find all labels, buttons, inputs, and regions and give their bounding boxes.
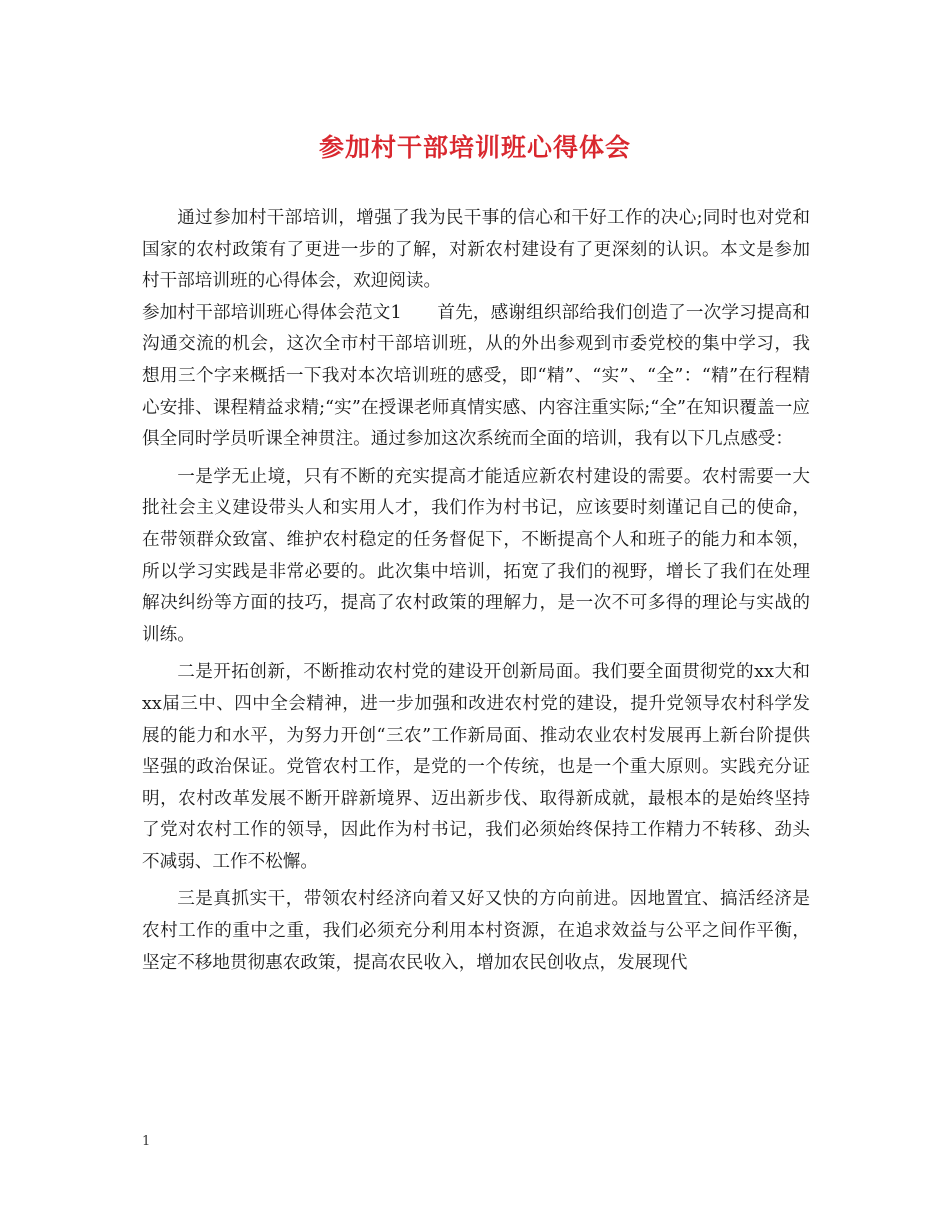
point-two-paragraph: 二是开拓创新，不断推动农村党的建设开创新局面。我们要全面贯彻党的xx大和xx届三中、四中全会精神，进一步加强和改进农村党的建设，提升党领导农村科学发展的能力和水平，为努力开创“三农”工作新局面、推动农业农村发展再上新台阶提供坚强的政治保证。党管农村工作，是党的一个传统，也是一个重大原则。实践充分证明，农村改革发展不断开辟新境界、迈出新步伐、取得新成就，最根本的是始终坚持了党对农村工作的领导，因此作为村书记，我们必须始终保持工作精力不转移、劲头不减弱、工作不松懈。 bbox=[142, 662, 810, 872]
page-number: 1 bbox=[142, 1134, 151, 1149]
intro-paragraph: 通过参加村干部培训，增强了我为民干事的信心和干好工作的决心;同时也对党和国家的农村政策有了更进一步的了解，对新农村建设有了更深刻的认识。本文是参加村干部培训班的心得体会，欢迎阅读。 bbox=[142, 208, 810, 292]
point-one-paragraph: 一是学无止境，只有不断的充实提高才能适应新农村建设的需要。农村需要一大批社会主义建设带头人和实用人才，我们作为村书记，应该要时刻谨记自己的使命，在带领群众致富、维护农村稳定的任务督促下，不断提高个人和班子的能力和本领，所以学习实践是非常必要的。此次集中培训，拓宽了我们的视野，增长了我们在处理解决纠纷等方面的技巧，提高了农村政策的理解力，是一次不可多得的理论与实战的训练。 bbox=[142, 466, 810, 645]
document-title: 参加村干部培训班心得体会 bbox=[318, 133, 631, 162]
sample-essay-paragraph: 参加村干部培训班心得体会范文1 首先，感谢组织部给我们创造了一次学习提高和沟通交流的机会，这次全市村干部培训班，从的外出参观到市委党校的集中学习，我想用三个字来概括一下我对本次培训班的感受，即“精”、“实”、“全”：“精”在行程精心安排、课程精益求精;“实”在授课老师真情实感、内容注重实际;“全”在知识覆盖一应俱全同时学员听课全神贯注。通过参加这次系统而全面的培训，我有以下几点感受： bbox=[142, 302, 810, 450]
point-three-paragraph: 三是真抓实干，带领农村经济向着又好又快的方向前进。因地置宜、搞活经济是农村工作的重中之重，我们必须充分利用本村资源，在追求效益与公平之间作平衡，坚定不移地贯彻惠农政策，提高农民收入，增加农民创收点，发展现代 bbox=[142, 889, 810, 973]
document-body bbox=[142, 203, 810, 979]
